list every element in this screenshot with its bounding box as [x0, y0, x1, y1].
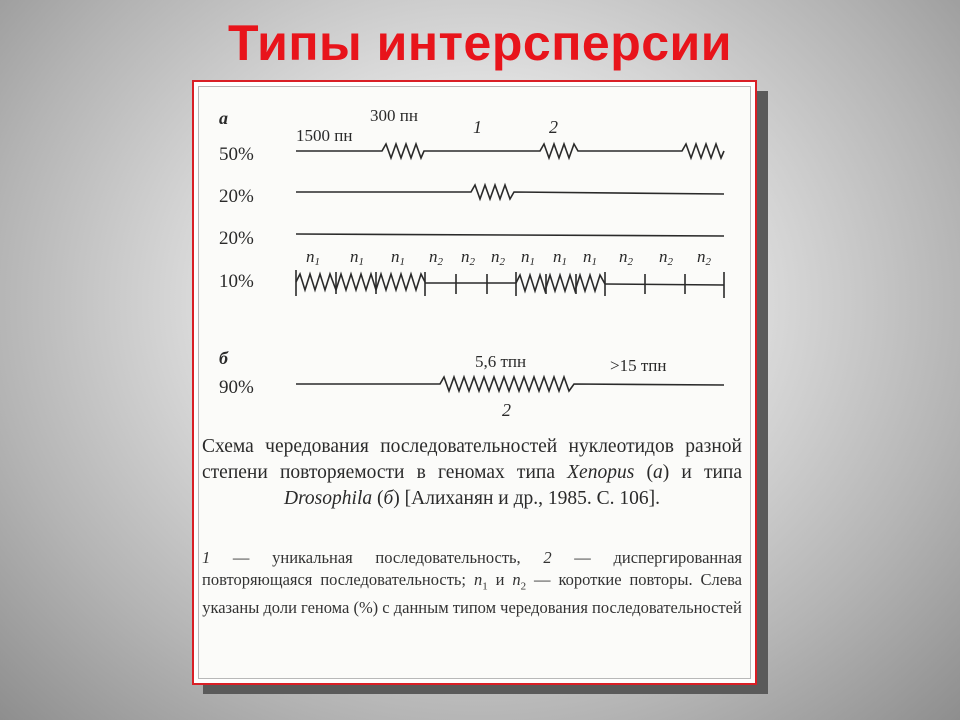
row2-line: [296, 185, 724, 199]
row3-percent: 20%: [219, 228, 254, 249]
panel-b-repeat-2: 2: [502, 400, 511, 420]
panel-b-percent: 90%: [219, 377, 254, 398]
row4-percent: 10%: [219, 271, 254, 292]
repeat-label: n2: [659, 247, 673, 268]
row2-percent: 20%: [219, 186, 254, 207]
row4-line-right: [605, 284, 724, 285]
row1-percent: 50%: [219, 144, 254, 165]
row3-line: [296, 234, 724, 236]
repeat-label: n2: [491, 247, 505, 268]
label-unique-1: 1: [473, 117, 482, 137]
label-5-6-kb: 5,6 тпн: [475, 352, 527, 371]
panel-a-label: а: [219, 108, 228, 128]
slide-title: Типы интерсперсии: [227, 15, 733, 71]
label-repeat-2: 2: [549, 117, 558, 137]
repeat-label: n2: [697, 247, 711, 268]
row4-repeats-left: [296, 274, 425, 290]
repeat-label: n2: [461, 247, 475, 268]
repeat-label: n1: [521, 247, 535, 268]
repeat-label: n2: [619, 247, 633, 268]
label-1500: 1500 пн: [296, 126, 353, 145]
panel-b-label: б: [219, 348, 228, 368]
figure-notes: 1 — уникальная последовательность, 2 — диспергированная повторяющаяся последовательность; $n_1$ и $n_2$ — короткие повторы. Слева указаны доли генома (%) с данным типом чередования последовательностей: [202, 548, 742, 618]
repeat-label: n1: [583, 247, 597, 268]
panel-b-line: [296, 377, 724, 391]
label-300: 300 пн: [370, 106, 418, 125]
repeat-label: n1: [553, 247, 567, 268]
repeat-label: n1: [391, 247, 405, 268]
repeat-label: n1: [306, 247, 320, 268]
row4-repeats-right: [516, 275, 605, 291]
label-15-kb: >15 тпн: [610, 356, 667, 375]
repeat-label: n1: [350, 247, 364, 268]
repeat-label: n2: [429, 247, 443, 268]
row1-line: [296, 144, 724, 158]
figure-caption: Схема чередования последовательностей нуклеотидов разной степени повторяемости в геномах типа Xenopus (а) и типа Drosophila (б) [Алиханян и др., 1985. С. 106].: [202, 436, 742, 509]
